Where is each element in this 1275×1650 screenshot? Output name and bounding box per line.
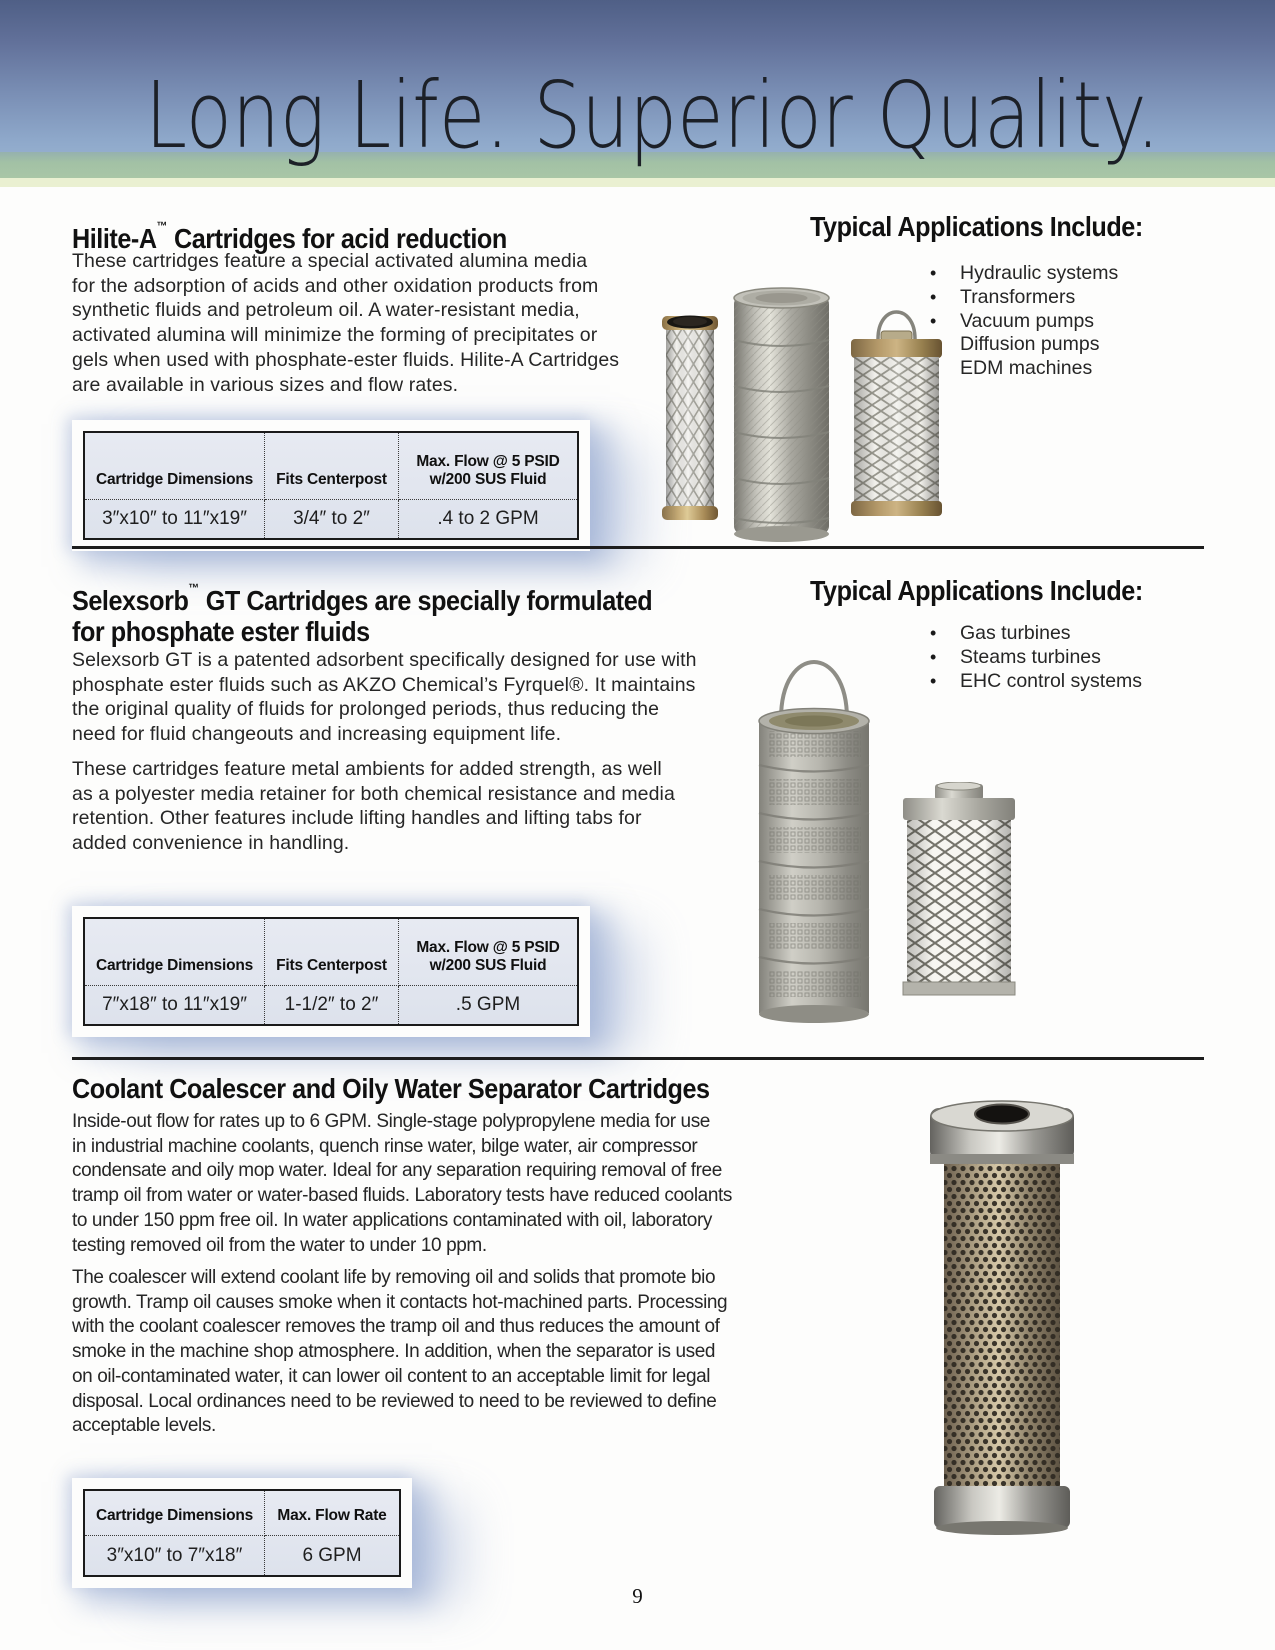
column-header: Cartridge Dimensions xyxy=(85,433,265,500)
table-cell: .4 to 2 GPM xyxy=(437,508,539,529)
large-spiral-metal-cartridge-image xyxy=(730,282,833,544)
section-body-paragraph: These cartridges feature a special activated alumina media for the adsorption of acids and other oxidation products from synthetic fluids and petroleum oil. A water-resistant media, activated alumina will minimize the forming of precipitates or gels when used with phosphate-ester fluids. Hilite-A Cartridges are available in various sizes and flow rates. xyxy=(72,250,620,396)
section-divider xyxy=(72,1057,1204,1060)
section-body-paragraph: Selexsorb GT is a patented adsorbent specifically designed for use with phosphate ester fluids such as AKZO Chemical’s Fyrquel®. It maintains the original quality of fluids for prolonged periods, thus reducing the need for fluid changeouts and increasing equipment life. xyxy=(72,649,697,746)
trademark-symbol: ™ xyxy=(156,219,168,233)
list-item-label: Vacuum pumps xyxy=(960,309,1095,332)
bullet-icon: • xyxy=(930,670,937,691)
column-header-lines: Max. Flow @ 5 PSID w/200 SUS Fluid xyxy=(416,939,560,974)
list-item-label: Diffusion pumps xyxy=(960,333,1100,356)
applications-list xyxy=(930,262,1118,380)
perforated-steel-cartridge-image xyxy=(918,1088,1086,1536)
page-number: 9 xyxy=(632,1584,643,1608)
list-item xyxy=(930,286,1118,310)
column-header: Fits Centerpost xyxy=(265,433,399,500)
bullet-icon: • xyxy=(930,263,937,284)
bullet-icon: • xyxy=(930,647,937,668)
list-item xyxy=(930,669,1142,693)
list-item-label: Steams turbines xyxy=(960,646,1101,669)
spec-table-container xyxy=(72,906,590,1037)
table-cell: 3/4″ to 2″ xyxy=(265,500,399,538)
heading-text: Selexsorb xyxy=(72,585,189,616)
column-header: Cartridge Dimensions xyxy=(85,919,265,986)
column-header xyxy=(399,919,577,986)
spec-table xyxy=(83,431,579,540)
list-item-label: EHC control systems xyxy=(960,669,1143,692)
spec-table-container xyxy=(72,1478,412,1588)
applications-heading: Typical Applications Include: xyxy=(810,575,1143,606)
column-header: Cartridge Dimensions xyxy=(85,1491,265,1536)
section-heading-coalescer: Coolant Coalescer and Oily Water Separator Cartridges xyxy=(72,1073,710,1104)
heading-text: GT Cartridges are specially formulated xyxy=(199,585,653,616)
list-item-label: Transformers xyxy=(960,286,1076,309)
applications-heading: Typical Applications Include: xyxy=(810,211,1143,242)
bullet-icon: • xyxy=(930,287,937,308)
heading-text: Hilite-A xyxy=(72,223,157,254)
list-item xyxy=(930,622,1142,646)
heading-text: Cartridges for acid reduction xyxy=(167,223,507,254)
trademark-symbol: ™ xyxy=(188,581,200,595)
spec-table-container xyxy=(72,420,590,551)
spec-table xyxy=(83,917,579,1026)
section-divider xyxy=(72,546,1204,549)
bullet-icon: • xyxy=(930,310,937,331)
table-cell: 3″x10″ to 11″x19″ xyxy=(85,500,265,538)
list-item-label: EDM machines xyxy=(960,357,1093,380)
section-body-paragraph: The coalescer will extend coolant life by removing oil and solids that promote bio growth. Tramp oil causes smoke when it contacts hot-machined parts. Processing with the coolant coalescer removes the tramp oil and thus reduces the amount of smoke in the machine shop atmosphere. In addition, when the separator is used on oil-contaminated water, it can lower oil content to an acceptable limit for legal disposal. Local ordinances need to be reviewed to need to be reviewed to define acceptable levels. xyxy=(72,1267,728,1437)
table-cell: 3″x10″ to 7″x18″ xyxy=(85,1536,265,1575)
list-item xyxy=(930,333,1118,357)
slim-mesh-cartridge-image xyxy=(655,310,725,525)
column-header xyxy=(399,433,577,500)
tall-handled-metal-cartridge-image xyxy=(755,635,873,1025)
list-item-label: Hydraulic systems xyxy=(960,262,1119,285)
section-heading-selexsorb xyxy=(72,573,652,647)
page-title: Long Life. Superior Quality. xyxy=(145,62,1160,169)
page-title-art xyxy=(0,0,1275,190)
list-item xyxy=(930,309,1118,333)
column-header-lines: Max. Flow @ 5 PSID w/200 SUS Fluid xyxy=(416,453,560,488)
list-item-label: Gas turbines xyxy=(960,622,1071,645)
table-cell: .5 GPM xyxy=(455,994,521,1015)
list-item xyxy=(930,646,1142,670)
section-heading-hilite xyxy=(72,211,507,254)
list-item xyxy=(930,357,1118,381)
table-cell: 7″x18″ to 11″x19″ xyxy=(85,986,265,1024)
mesh-cartridge-with-handle-image xyxy=(845,297,948,522)
table-cell: 6 GPM xyxy=(302,1544,362,1566)
section-body-paragraph: These cartridges feature metal ambients for added strength, as well as a polyester media retainer for both chemical resistance and media retention. Other features include lifting handles and lifting tabs for added convenience in handling. xyxy=(72,758,675,855)
section-body-paragraph: Inside-out flow for rates up to 6 GPM. Single-stage polypropylene media for use in industrial machine coolants, quench rinse water, bilge water, air compressor condensate and oily mop water. Ideal for any separation requiring removal of free tramp oil from water or water-based fluids. Laboratory tests have reduced coolants to under 150 ppm free oil. In water applications contaminated with oil, laboratory testing removed oil from the water to under 10 ppm. xyxy=(72,1111,732,1256)
list-item xyxy=(930,262,1118,286)
spec-table xyxy=(83,1489,401,1577)
applications-list xyxy=(930,622,1142,693)
heading-text: for phosphate ester fluids xyxy=(72,616,370,647)
column-header: Max. Flow Rate xyxy=(265,1491,399,1536)
bullet-icon: • xyxy=(930,623,937,644)
column-header: Fits Centerpost xyxy=(265,919,399,986)
table-cell: 1-1/2″ to 2″ xyxy=(265,986,399,1024)
white-mesh-capped-cartridge-image xyxy=(895,782,1023,1010)
